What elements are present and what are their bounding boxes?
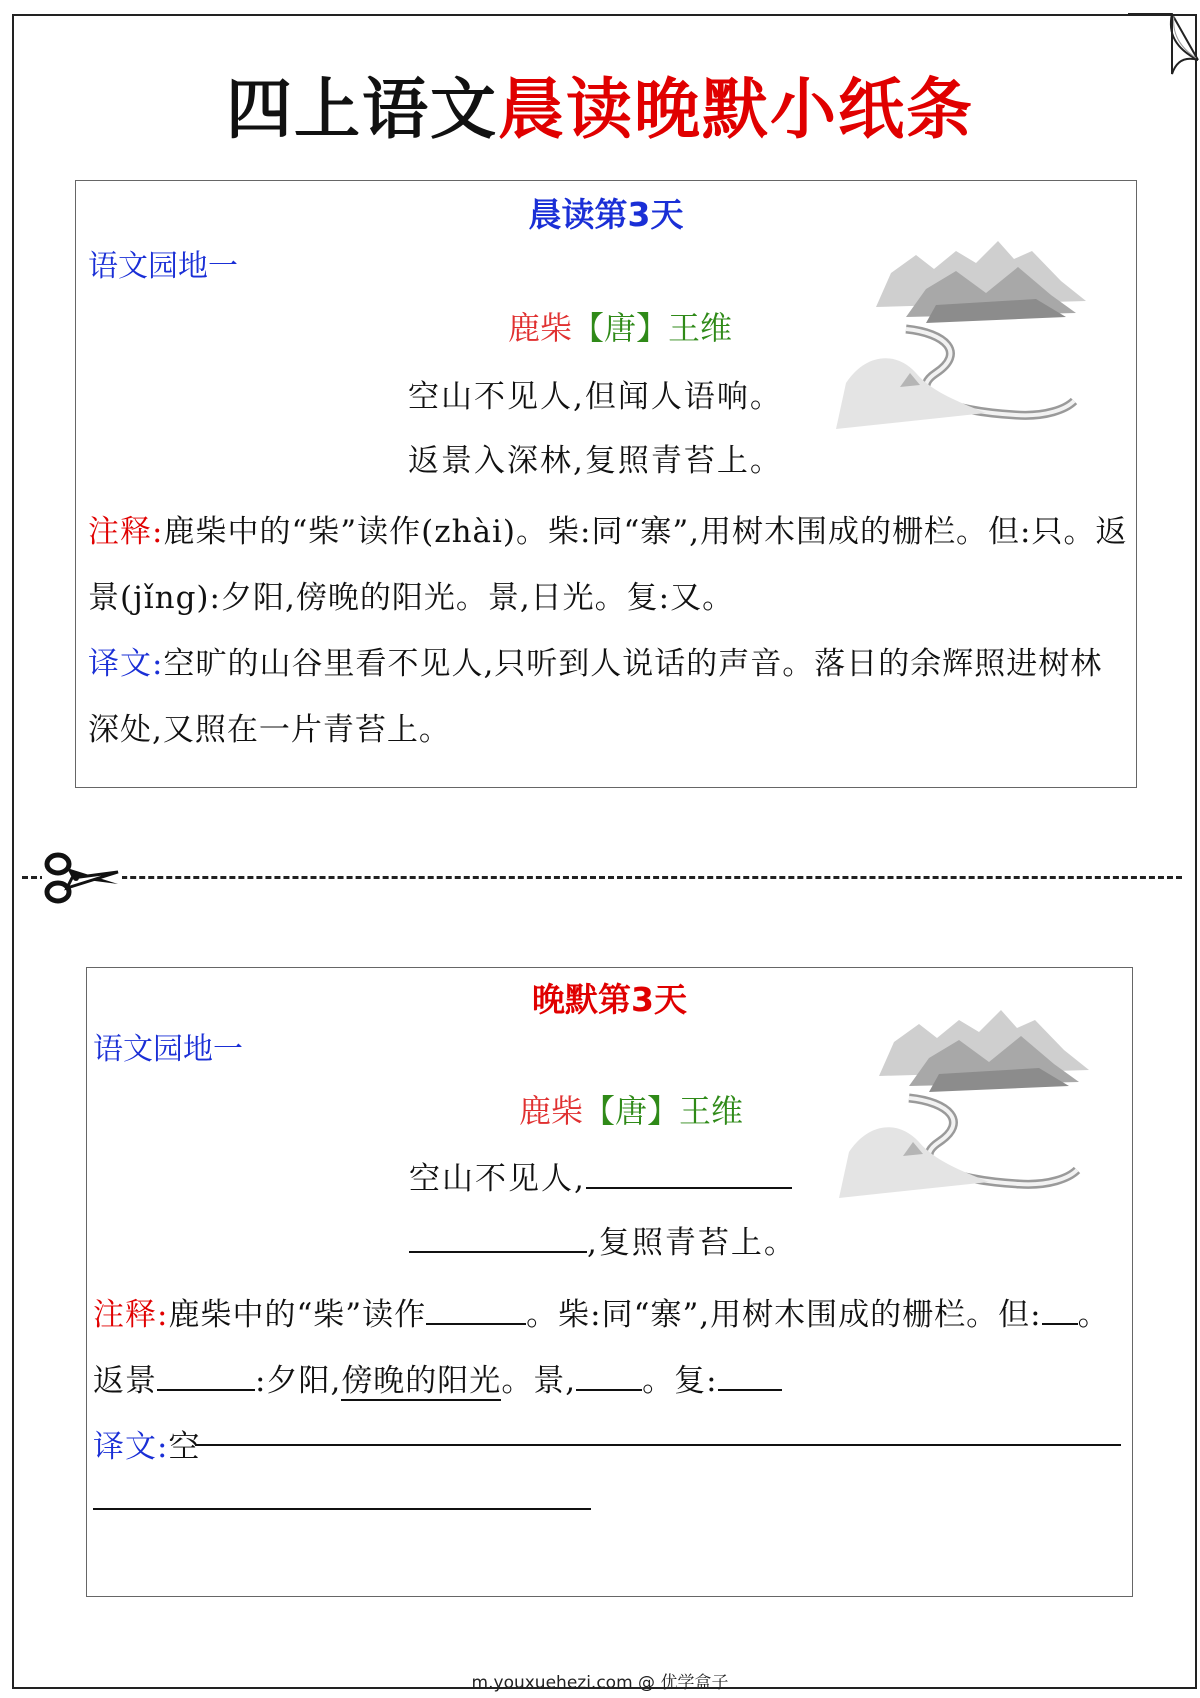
poem-author: 王维 xyxy=(679,1092,744,1130)
page-title xyxy=(0,70,1200,150)
notes-underlined: 傍晚的阳光 xyxy=(341,1363,502,1399)
fill-blank[interactable] xyxy=(426,1297,526,1325)
morning-poem-title xyxy=(508,303,732,349)
fill-blank[interactable] xyxy=(718,1363,782,1391)
notes-part: 鹿柴中的“柴”读作 xyxy=(168,1297,427,1333)
title-part1: 四上语文 xyxy=(226,71,498,148)
title-part2: 晨读晚默小纸条 xyxy=(498,71,974,148)
notes-part: :夕阳, xyxy=(255,1363,342,1399)
footer-source: m.youxuehezi.com @ 优学盒子 xyxy=(471,1673,729,1693)
notes-label: 注释: xyxy=(88,514,164,550)
morning-unit: 语文园地一 xyxy=(88,249,238,284)
evening-poem-title xyxy=(519,1086,743,1132)
poem-dynasty: 【唐】 xyxy=(572,309,669,347)
fill-blank[interactable] xyxy=(586,1161,792,1189)
poem-line-1-fill xyxy=(409,1153,792,1198)
translation-label: 译文: xyxy=(88,646,164,682)
poem-line-1: 空山不见人,但闻人语响。 xyxy=(408,379,783,415)
landscape-illustration xyxy=(839,1002,1099,1212)
evening-notes-block xyxy=(93,1282,1125,1480)
translation-fill-line[interactable] xyxy=(93,1508,591,1510)
poem-author: 王维 xyxy=(668,309,733,347)
landscape-illustration xyxy=(836,233,1096,443)
poem-line-2: 返景入深林,复照青苔上。 xyxy=(408,443,783,479)
notes-part: 。景, xyxy=(501,1363,577,1399)
notes-label: 注释: xyxy=(93,1297,169,1333)
cut-line xyxy=(22,876,1182,879)
translation-label: 译文: xyxy=(93,1429,169,1465)
notes-part: 。复: xyxy=(642,1363,718,1399)
translation-start: 空 xyxy=(168,1429,201,1465)
poem-name: 鹿柴 xyxy=(508,309,573,347)
poem-line-2-fill xyxy=(409,1217,797,1262)
evening-card xyxy=(86,967,1133,1597)
line2-suffix: ,复照青苔上。 xyxy=(587,1225,797,1261)
fill-blank[interactable] xyxy=(157,1363,255,1391)
evening-unit: 语文园地一 xyxy=(93,1032,243,1067)
line1-prefix: 空山不见人, xyxy=(409,1161,586,1197)
poem-dynasty: 【唐】 xyxy=(583,1092,680,1130)
translation-fill-line[interactable] xyxy=(195,1444,1121,1446)
fill-blank[interactable] xyxy=(576,1363,642,1391)
fill-blank[interactable] xyxy=(409,1225,587,1253)
poem-name: 鹿柴 xyxy=(519,1092,584,1130)
evening-heading: 晚默第3天 xyxy=(532,980,687,1019)
fill-blank[interactable] xyxy=(1042,1297,1078,1325)
notes-part: 。柴:同“寨”,用树木围成的栅栏。但: xyxy=(526,1297,1042,1333)
scissors-icon xyxy=(42,850,122,906)
morning-card xyxy=(75,180,1137,788)
notes-part: 。返景 xyxy=(93,1297,1110,1399)
morning-notes-block xyxy=(88,499,1128,763)
translation-text: 空旷的山谷里看不见人,只听到人说话的声音。落日的余辉照进树林深处,又照在一片青苔上。 xyxy=(88,646,1103,748)
morning-heading: 晨读第3天 xyxy=(528,195,684,234)
notes-text: 鹿柴中的“柴”读作(zhài)。柴:同“寨”,用树木围成的栅栏。但:只。返景(jǐng):夕阳,傍晚的阳光。景,日光。复:又。 xyxy=(88,514,1128,616)
